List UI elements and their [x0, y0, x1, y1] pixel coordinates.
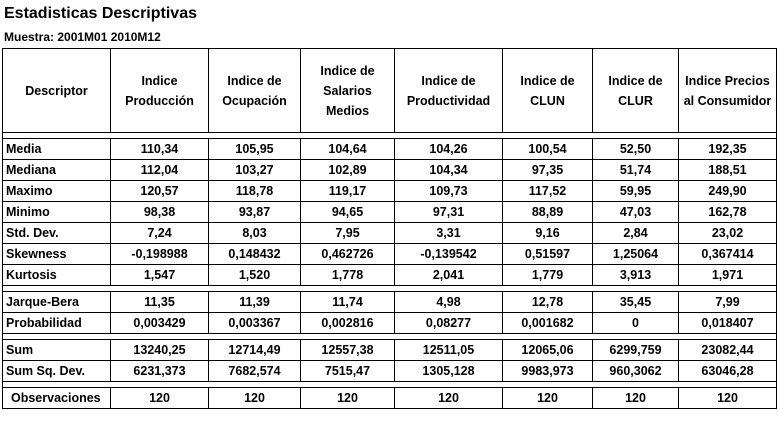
- value-cell: 11,35: [111, 292, 209, 313]
- value-cell: 162,78: [679, 202, 777, 223]
- value-cell: 4,98: [395, 292, 503, 313]
- header-descriptor: Descriptor: [3, 49, 111, 133]
- value-cell: 59,95: [593, 181, 679, 202]
- value-cell: 11,74: [301, 292, 395, 313]
- value-cell: 120,57: [111, 181, 209, 202]
- row-label: Sum: [3, 340, 111, 361]
- value-cell: 6299,759: [593, 340, 679, 361]
- value-cell: 1,25064: [593, 244, 679, 265]
- value-cell: 103,27: [209, 160, 301, 181]
- value-cell: 7,95: [301, 223, 395, 244]
- value-cell: 120: [593, 388, 679, 409]
- value-cell: 249,90: [679, 181, 777, 202]
- row-label: Sum Sq. Dev.: [3, 361, 111, 382]
- value-cell: 120: [395, 388, 503, 409]
- header-column: Indice de CLUN: [503, 49, 593, 133]
- value-cell: 120: [503, 388, 593, 409]
- value-cell: 0,018407: [679, 313, 777, 334]
- value-cell: 12557,38: [301, 340, 395, 361]
- header-column: Indice de Ocupación: [209, 49, 301, 133]
- sample-subtitle: Muestra: 2001M01 2010M12: [4, 30, 161, 44]
- value-cell: 0,003367: [209, 313, 301, 334]
- table-row: [3, 361, 777, 382]
- value-cell: 0,148432: [209, 244, 301, 265]
- value-cell: 0: [593, 313, 679, 334]
- value-cell: 47,03: [593, 202, 679, 223]
- value-cell: 104,26: [395, 139, 503, 160]
- value-cell: 12511,05: [395, 340, 503, 361]
- value-cell: 1,778: [301, 265, 395, 286]
- value-cell: 97,31: [395, 202, 503, 223]
- table-row: [3, 388, 777, 409]
- value-cell: 23082,44: [679, 340, 777, 361]
- row-label: Minimo: [3, 202, 111, 223]
- value-cell: 8,03: [209, 223, 301, 244]
- value-cell: 51,74: [593, 160, 679, 181]
- row-label: Jarque-Bera: [3, 292, 111, 313]
- value-cell: 0,001682: [503, 313, 593, 334]
- value-cell: 119,17: [301, 181, 395, 202]
- value-cell: 105,95: [209, 139, 301, 160]
- value-cell: 7515,47: [301, 361, 395, 382]
- value-cell: 6231,373: [111, 361, 209, 382]
- header-row: [3, 49, 777, 133]
- value-cell: 1,520: [209, 265, 301, 286]
- value-cell: 2,84: [593, 223, 679, 244]
- row-label: Media: [3, 139, 111, 160]
- value-cell: 2,041: [395, 265, 503, 286]
- table-row: [3, 202, 777, 223]
- row-label: Skewness: [3, 244, 111, 265]
- table-row: [3, 160, 777, 181]
- value-cell: 11,39: [209, 292, 301, 313]
- table-row: [3, 292, 777, 313]
- value-cell: 7682,574: [209, 361, 301, 382]
- value-cell: 13240,25: [111, 340, 209, 361]
- row-label: Probabilidad: [3, 313, 111, 334]
- value-cell: 960,3062: [593, 361, 679, 382]
- header-column: Indice Producción: [111, 49, 209, 133]
- header-column: Indice de CLUR: [593, 49, 679, 133]
- row-label: Std. Dev.: [3, 223, 111, 244]
- table-row: [3, 340, 777, 361]
- value-cell: 120: [679, 388, 777, 409]
- value-cell: 102,89: [301, 160, 395, 181]
- table-row: [3, 265, 777, 286]
- value-cell: 3,31: [395, 223, 503, 244]
- row-label: Mediana: [3, 160, 111, 181]
- value-cell: 120: [111, 388, 209, 409]
- value-cell: 0,002816: [301, 313, 395, 334]
- value-cell: 1,779: [503, 265, 593, 286]
- value-cell: 120: [209, 388, 301, 409]
- table-row: [3, 223, 777, 244]
- value-cell: 118,78: [209, 181, 301, 202]
- value-cell: 0,003429: [111, 313, 209, 334]
- row-label: Kurtosis: [3, 265, 111, 286]
- value-cell: 35,45: [593, 292, 679, 313]
- value-cell: 12,78: [503, 292, 593, 313]
- value-cell: 12065,06: [503, 340, 593, 361]
- value-cell: 9983,973: [503, 361, 593, 382]
- value-cell: 0,51597: [503, 244, 593, 265]
- value-cell: 100,54: [503, 139, 593, 160]
- value-cell: 0,367414: [679, 244, 777, 265]
- value-cell: 1,971: [679, 265, 777, 286]
- header-column: Indice de Productividad: [395, 49, 503, 133]
- value-cell: 112,04: [111, 160, 209, 181]
- value-cell: 98,38: [111, 202, 209, 223]
- table-body: [3, 133, 777, 409]
- value-cell: 97,35: [503, 160, 593, 181]
- value-cell: -0,139542: [395, 244, 503, 265]
- value-cell: 192,35: [679, 139, 777, 160]
- value-cell: 120: [301, 388, 395, 409]
- value-cell: 52,50: [593, 139, 679, 160]
- value-cell: 104,34: [395, 160, 503, 181]
- value-cell: 117,52: [503, 181, 593, 202]
- page-title: Estadisticas Descriptivas: [4, 5, 197, 22]
- value-cell: 7,99: [679, 292, 777, 313]
- value-cell: 0,08277: [395, 313, 503, 334]
- table-row: [3, 139, 777, 160]
- value-cell: 63046,28: [679, 361, 777, 382]
- value-cell: 7,24: [111, 223, 209, 244]
- value-cell: 104,64: [301, 139, 395, 160]
- value-cell: 12714,49: [209, 340, 301, 361]
- value-cell: -0,198988: [111, 244, 209, 265]
- table-row: [3, 181, 777, 202]
- value-cell: 1305,128: [395, 361, 503, 382]
- value-cell: 3,913: [593, 265, 679, 286]
- value-cell: 94,65: [301, 202, 395, 223]
- row-label: Maximo: [3, 181, 111, 202]
- value-cell: 93,87: [209, 202, 301, 223]
- header-column: Indice de Salarios Medios: [301, 49, 395, 133]
- table-row: [3, 313, 777, 334]
- value-cell: 110,34: [111, 139, 209, 160]
- value-cell: 9,16: [503, 223, 593, 244]
- value-cell: 88,89: [503, 202, 593, 223]
- table-row: [3, 244, 777, 265]
- header-column: Indice Precios al Consumidor: [679, 49, 777, 133]
- value-cell: 0,462726: [301, 244, 395, 265]
- descriptive-stats-table: [2, 48, 777, 409]
- row-label: Observaciones: [3, 388, 111, 409]
- value-cell: 1,547: [111, 265, 209, 286]
- value-cell: 109,73: [395, 181, 503, 202]
- value-cell: 188,51: [679, 160, 777, 181]
- value-cell: 23,02: [679, 223, 777, 244]
